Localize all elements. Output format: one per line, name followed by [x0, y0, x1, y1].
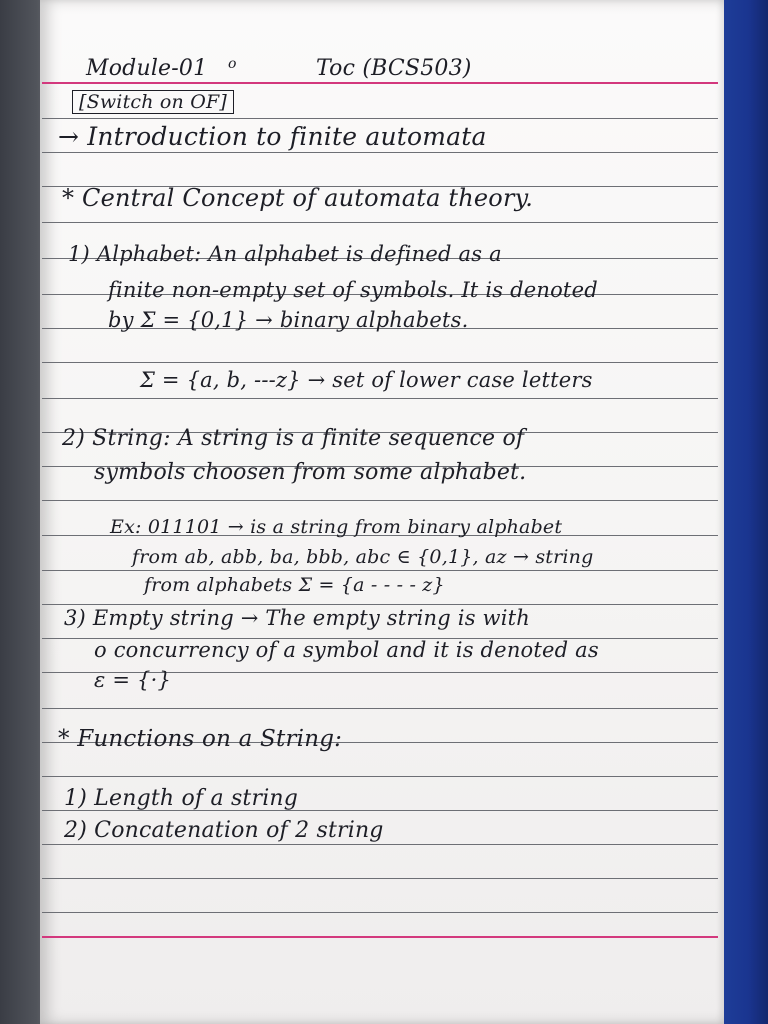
empty-string-line1: 3) Empty string → The empty string is with: [64, 606, 531, 630]
background-right-blue: [718, 0, 768, 1024]
intro-heading: → Introduction to finite automata: [58, 122, 487, 151]
function-item-length: 1) Length of a string: [64, 786, 299, 811]
string-line2: symbols choosen from some alphabet.: [94, 460, 527, 485]
functions-heading: * Functions on a String:: [58, 726, 343, 752]
string-example1: Ex: 011101 → is a string from binary alphabet: [110, 516, 563, 538]
ruled-line: [42, 118, 718, 119]
ruled-line: [42, 604, 718, 605]
alphabet-line2: finite non-empty set of symbols. It is denoted: [108, 278, 598, 302]
notebook-page: [40, 0, 724, 1024]
ruled-line: [42, 222, 718, 223]
degree-symbol: o: [228, 56, 237, 72]
empty-string-line2: o concurrency of a symbol and it is denoted as: [94, 638, 599, 662]
course-label: Toc (BCS503): [316, 56, 472, 81]
string-example2: from ab, abb, ba, bbb, abc ∈ {0,1}, az → string: [132, 546, 594, 568]
margin-line-top: [42, 82, 718, 84]
module-label: Module-01: [86, 56, 208, 81]
ruled-line: [42, 844, 718, 845]
ruled-line: [42, 570, 718, 571]
empty-string-line3: ε = {·}: [94, 668, 172, 692]
ruled-line: [42, 912, 718, 913]
margin-line-bottom: [42, 936, 718, 938]
ruled-line: [42, 776, 718, 777]
ruled-line: [42, 362, 718, 363]
ruled-line: [42, 152, 718, 153]
alphabet-line4: Σ = {a, b, ---z} → set of lower case letters: [140, 368, 593, 392]
alphabet-line3: by Σ = {0,1} → binary alphabets.: [108, 308, 469, 332]
ruled-line: [42, 500, 718, 501]
central-heading: * Central Concept of automata theory.: [62, 184, 534, 212]
ruled-line: [42, 708, 718, 709]
switch-note: [Switch on OF]: [72, 90, 234, 114]
ruled-line: [42, 878, 718, 879]
function-item-concatenation: 2) Concatenation of 2 string: [64, 818, 384, 843]
string-example3: from alphabets Σ = {a - - - - z}: [144, 574, 445, 596]
ruled-line: [42, 398, 718, 399]
alphabet-line1: 1) Alphabet: An alphabet is defined as a: [68, 242, 502, 266]
string-line1: 2) String: A string is a finite sequence of: [62, 426, 525, 451]
